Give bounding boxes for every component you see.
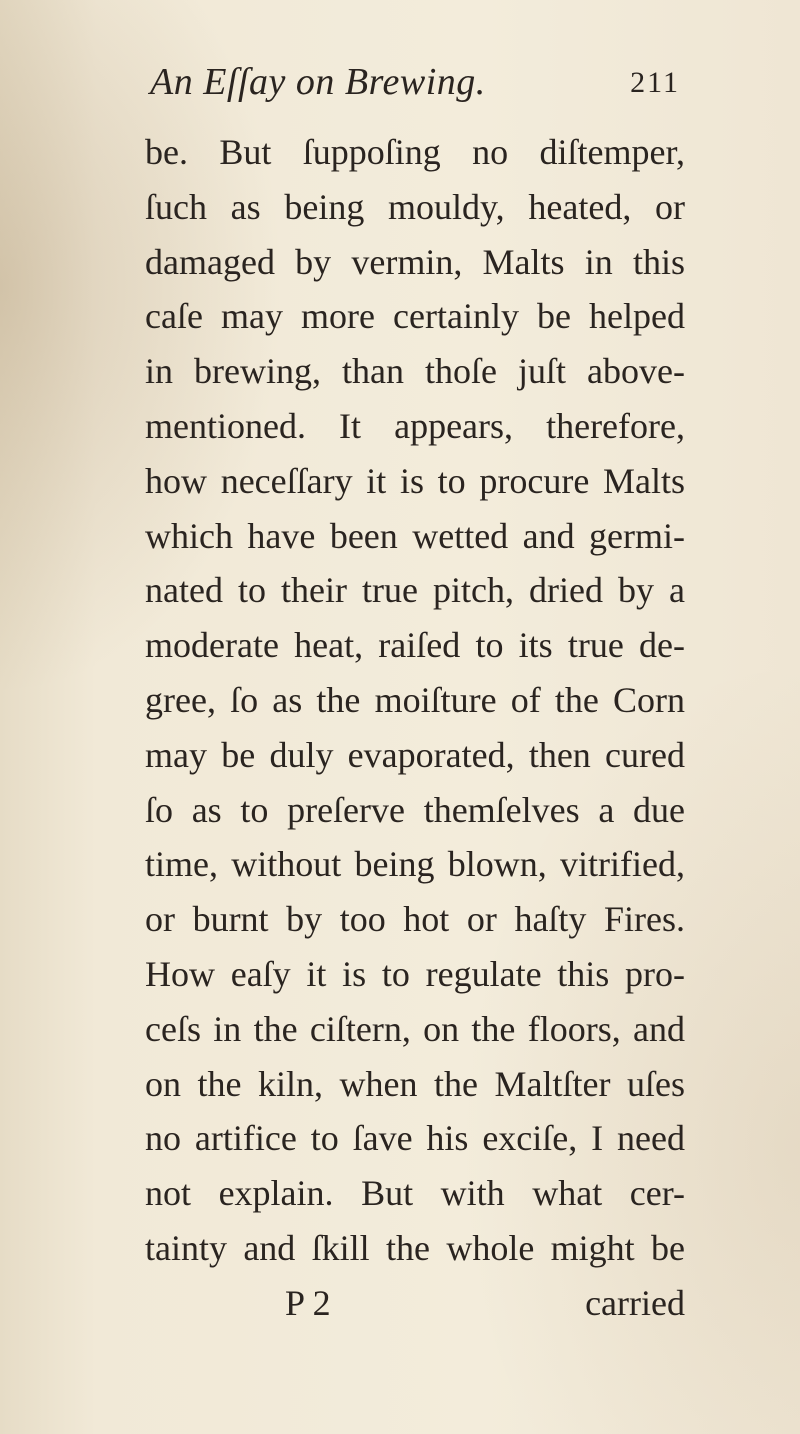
text-line: or burnt by too hot or haſty Fires.	[145, 899, 685, 940]
text-line: no artifice to ſave his exciſe, I need	[145, 1118, 685, 1159]
footer-line	[145, 1276, 685, 1331]
text-line: on the kiln, when the Maltſter uſes	[145, 1063, 685, 1104]
text-line: in brewing, than thoſe juſt above-	[145, 351, 685, 392]
text-line: ſuch as being mouldy, heated, or	[145, 186, 685, 227]
text-line: tainty and ſkill the whole might be	[145, 1227, 685, 1268]
text-line: How eaſy it is to regulate this pro-	[145, 953, 685, 994]
text-line: how neceſſary it is to procure Malts	[145, 460, 685, 501]
page-number: 211	[630, 66, 680, 99]
running-head	[150, 60, 680, 110]
text-line: not explain. But with what cer-	[145, 1173, 685, 1214]
text-line: nated to their true pitch, dried by a	[145, 570, 685, 611]
text-line: gree, ſo as the moiſture of the Corn	[145, 679, 685, 720]
text-line: damaged by vermin, Malts in this	[145, 241, 685, 282]
catchword: carried	[585, 1282, 685, 1323]
text-line: mentioned. It appears, therefore,	[145, 405, 685, 446]
running-title: An Eſſay on Brewing.	[150, 61, 486, 103]
text-line: be. But ſuppoſing no diſtemper,	[145, 132, 685, 172]
text-line: moderate heat, raiſed to its true de-	[145, 625, 685, 666]
signature-mark: P 2	[285, 1282, 331, 1323]
text-line: ceſs in the ciſtern, on the floors, and	[145, 1008, 685, 1049]
text-line: time, without being blown, vitrified,	[145, 844, 685, 885]
text-line: which have been wetted and germi-	[145, 515, 685, 556]
body-text	[145, 125, 685, 1331]
text-line: caſe may more certainly be helped	[145, 296, 685, 337]
text-line: may be duly evaporated, then cured	[145, 734, 685, 775]
text-line: ſo as to preſerve themſelves a due	[145, 789, 685, 830]
